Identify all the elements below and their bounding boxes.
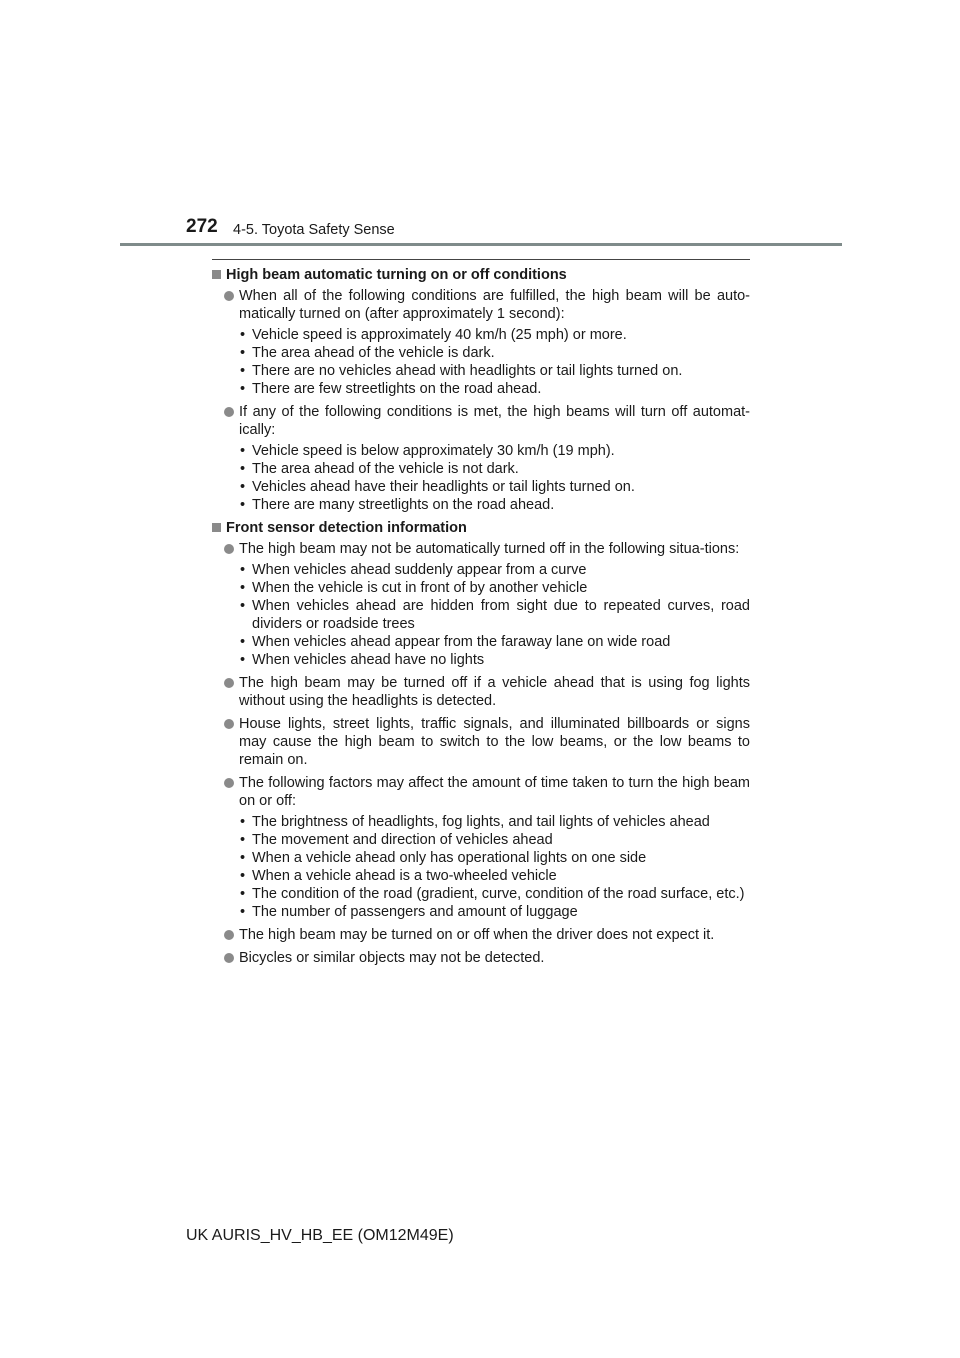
sub-list: [212, 442, 750, 514]
sub-item: • When a vehicle ahead only has operational lights on one side: [240, 850, 647, 866]
round-bullet-icon: [224, 719, 234, 729]
round-bullet-icon: [224, 678, 234, 688]
round-bullet-icon: [224, 930, 234, 940]
sub-item: • The brightness of headlights, fog lights, and tail lights of vehicles ahead: [240, 814, 710, 830]
section-heading-text: Front sensor detection information: [226, 520, 467, 536]
page-number: 272: [186, 216, 218, 237]
sub-item: • When vehicles ahead are hidden from sight due to repeated curves, road dividers or roadside trees: [240, 598, 750, 632]
sub-item: • Vehicle speed is approximately 40 km/h (25 mph) or more.: [240, 327, 627, 343]
bullet-item: [212, 674, 750, 710]
bullet-item: [212, 926, 750, 944]
sub-list: [212, 326, 750, 398]
sub-item: • When a vehicle ahead is a two-wheeled vehicle: [240, 868, 557, 884]
bullet-text: The high beam may be turned off if a vehicle ahead that is using fog lights without using the headlights is detected.: [239, 675, 750, 709]
content-body: [212, 266, 750, 972]
sub-item: • When vehicles ahead suddenly appear from a curve: [240, 562, 587, 578]
round-bullet-icon: [224, 544, 234, 554]
sub-item: • The condition of the road (gradient, curve, condition of the road surface, etc.): [240, 886, 745, 902]
bullet-text: The high beam may not be automatically turned off in the following situa-tions:: [239, 541, 740, 557]
sub-list: [212, 813, 750, 921]
bullet-item: [212, 287, 750, 323]
sub-item: • The movement and direction of vehicles ahead: [240, 832, 553, 848]
sub-item: • There are few streetlights on the road ahead.: [240, 381, 542, 397]
bullet-item: [212, 403, 750, 439]
square-bullet-icon: [212, 270, 221, 279]
sub-item: • When the vehicle is cut in front of by another vehicle: [240, 580, 588, 596]
section-heading-text: High beam automatic turning on or off conditions: [226, 267, 567, 283]
round-bullet-icon: [224, 291, 234, 301]
sub-list: [212, 561, 750, 669]
sub-item: • There are no vehicles ahead with headlights or tail lights turned on.: [240, 363, 683, 379]
section-title: 4-5. Toyota Safety Sense: [233, 222, 395, 238]
bullet-item: [212, 715, 750, 769]
bullet-text: When all of the following conditions are fulfilled, the high beam will be auto-matically turned on (after approximately 1 second):: [239, 288, 750, 322]
bullet-item: [212, 540, 750, 558]
bullet-text: House lights, street lights, traffic signals, and illuminated billboards or signs may cause the high beam to switch to the low beams, or the low beams to remain on.: [239, 716, 750, 768]
section-heading: [212, 519, 750, 537]
content-rule: [212, 259, 750, 260]
sub-item: • When vehicles ahead appear from the faraway lane on wide road: [240, 634, 671, 650]
sub-item: • When vehicles ahead have no lights: [240, 652, 485, 668]
model-code-footer: UK AURIS_HV_HB_EE (OM12M49E): [186, 1227, 454, 1244]
bullet-item: [212, 949, 750, 967]
bullet-text: The following factors may affect the amount of time taken to turn the high beam on or off:: [239, 775, 750, 809]
round-bullet-icon: [224, 778, 234, 788]
sub-item: • The number of passengers and amount of luggage: [240, 904, 578, 920]
sub-item: • Vehicle speed is below approximately 30 km/h (19 mph).: [240, 443, 615, 459]
square-bullet-icon: [212, 523, 221, 532]
sub-item: • There are many streetlights on the road ahead.: [240, 497, 555, 513]
bullet-text: The high beam may be turned on or off when the driver does not expect it.: [239, 927, 715, 943]
bullet-text: If any of the following conditions is met, the high beams will turn off automat-ically:: [239, 404, 750, 438]
round-bullet-icon: [224, 407, 234, 417]
bullet-item: [212, 774, 750, 810]
sub-item: • Vehicles ahead have their headlights or tail lights turned on.: [240, 479, 635, 495]
bullet-text: Bicycles or similar objects may not be detected.: [239, 950, 545, 966]
round-bullet-icon: [224, 953, 234, 963]
section-heading: [212, 266, 750, 284]
header-rule: [120, 243, 842, 246]
sub-item: • The area ahead of the vehicle is dark.: [240, 345, 495, 361]
sub-item: • The area ahead of the vehicle is not dark.: [240, 461, 519, 477]
